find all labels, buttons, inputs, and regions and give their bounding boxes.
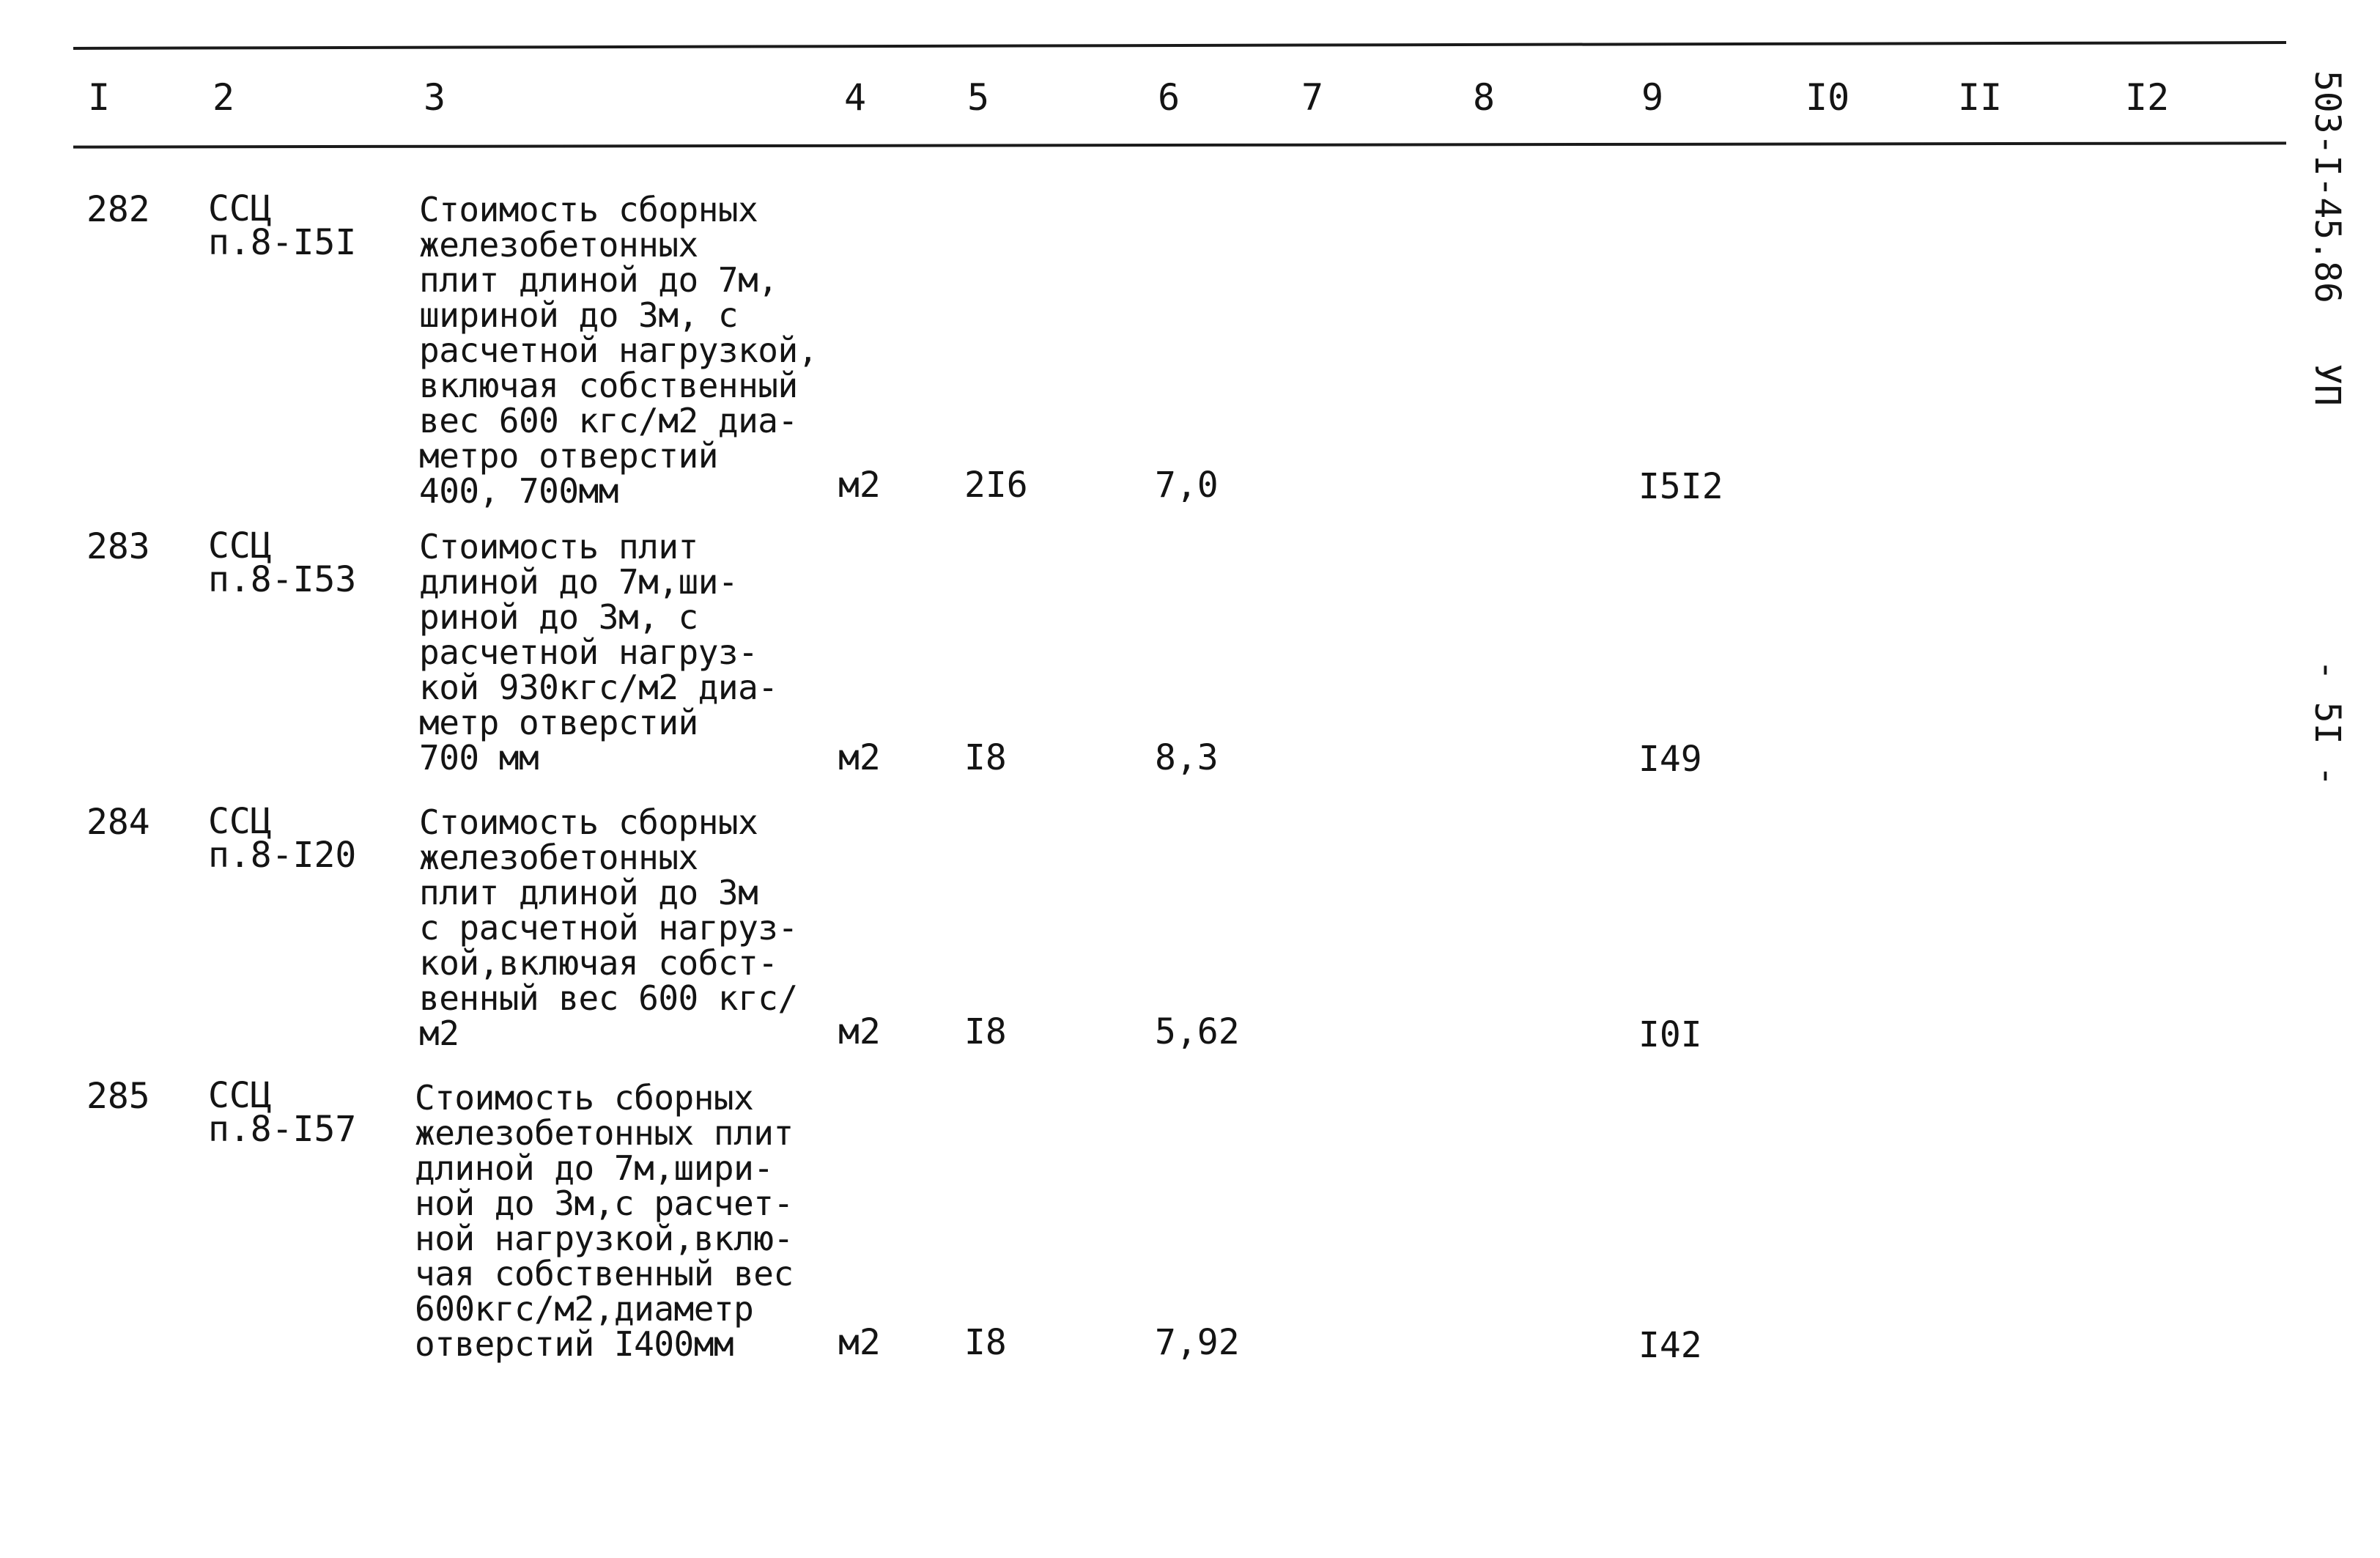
header-col-3: 3	[424, 76, 446, 119]
page-number: - 5I -	[2307, 660, 2348, 787]
row-number: 284	[86, 802, 150, 843]
quantity: I8	[964, 1322, 1007, 1363]
table-top-rule	[73, 41, 2286, 50]
header-col-11: II	[1958, 76, 2003, 119]
header-col-9: 9	[1641, 76, 1664, 119]
quantity: I8	[964, 1011, 1007, 1052]
price-code: ССЦ п.8-I57	[208, 1075, 357, 1150]
row-number: 285	[86, 1076, 150, 1117]
total-cost: I49	[1638, 739, 1702, 780]
total-cost: I0I	[1638, 1014, 1702, 1055]
item-description: Стоимость сборных железобетонных плит длиной до 3м с расчетной нагруз- кой,включая собст- венный вес 600 кгс/ м2	[419, 802, 798, 1053]
total-cost: I42	[1638, 1325, 1702, 1366]
unit: м2	[838, 737, 881, 778]
item-description: Стоимость сборных железобетонных плит длиной до 7м, шириной до 3м, с расчетной нагрузкой, включая собственный вес 600 кгс/м2 диа- метро отверстий 400, 700мм	[419, 190, 818, 511]
header-col-10: I0	[1806, 76, 1850, 119]
header-col-12: I2	[2125, 76, 2170, 119]
album-number: УП	[2307, 363, 2348, 406]
price-code: ССЦ п.8-I20	[208, 801, 357, 876]
unit: м2	[838, 465, 881, 506]
header-col-8: 8	[1473, 76, 1496, 119]
document-code: 503-I-45.86	[2307, 70, 2348, 303]
item-description: Стоимость плит длиной до 7м,ши- риной до 3м, с расчетной нагруз- кой 930кгс/м2 диа- метр отверстий 700 мм	[419, 527, 778, 778]
unit: м2	[838, 1322, 881, 1363]
unit-price: 7,0	[1155, 465, 1219, 506]
header-col-6: 6	[1158, 76, 1180, 119]
unit: м2	[838, 1011, 881, 1052]
header-col-1: I	[88, 76, 111, 119]
header-col-7: 7	[1301, 76, 1324, 119]
quantity: I8	[964, 737, 1007, 778]
row-number: 282	[86, 189, 150, 230]
header-bottom-rule	[73, 141, 2286, 148]
header-col-4: 4	[844, 76, 867, 119]
row-number: 283	[86, 526, 150, 567]
price-code: ССЦ п.8-I5I	[208, 188, 357, 263]
item-description: Стоимость сборных железобетонных плит длиной до 7м,шири- ной до 3м,с расчет- ной нагрузкой,вклю- чая собственный вес 600кгс/м2,диаметр отверстий I400мм	[415, 1078, 794, 1364]
header-col-2: 2	[212, 76, 235, 119]
unit-price: 5,62	[1155, 1011, 1240, 1052]
unit-price: 7,92	[1155, 1322, 1240, 1363]
price-code: ССЦ п.8-I53	[208, 525, 357, 600]
quantity: 2I6	[964, 465, 1028, 506]
header-col-5: 5	[967, 76, 990, 119]
total-cost: I5I2	[1638, 466, 1723, 507]
unit-price: 8,3	[1155, 737, 1219, 778]
